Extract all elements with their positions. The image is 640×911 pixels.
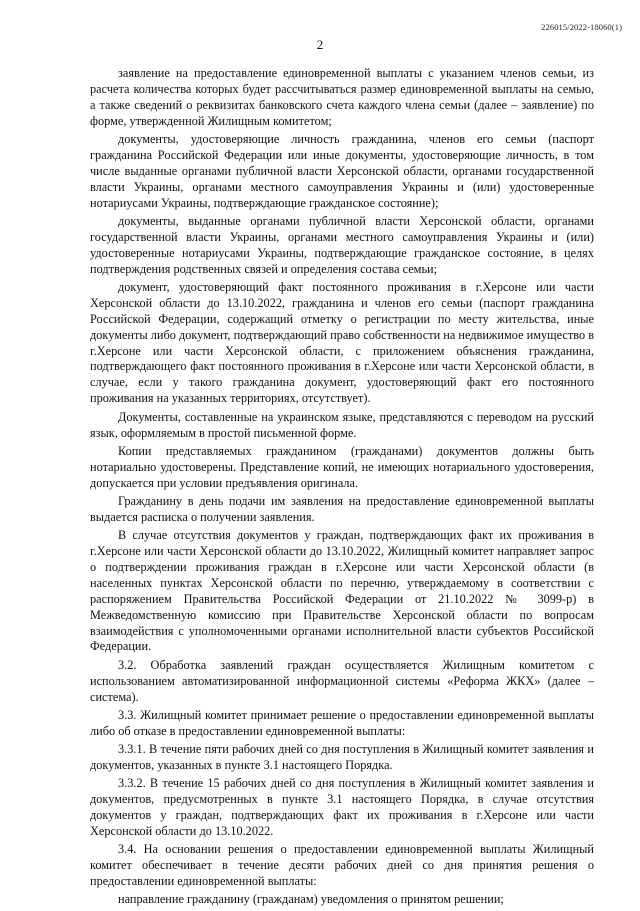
paragraph: документ, удостоверяющий факт постоянного проживания в г.Херсоне или части Херсонской области до 13.10.2022, гражданина и членов его семьи (паспорт гражданина Российской Федерации, содержащий отметку о регистрации по месту жительства, иные документы либо документ, подтверждающий право собственности на недвижимое имущество в г.Херсоне или части Херсонской области, с приложением объяснения гражданина, подтверждающего факт постоянного проживания в г.Херсоне или части Херсонской области, в случае, если у такого гражданина документ, удостоверяющий факт его постоянного проживания на указанных территориях, отсутствует). <box>90 279 594 406</box>
paragraph: Гражданину в день подачи им заявления на предоставление единовременной выплаты выдается расписка о получении заявления. <box>90 493 594 524</box>
paragraph: 3.3.1. В течение пяти рабочих дней со дня поступления в Жилищный комитет заявления и документов, указанных в пункте 3.1 настоящего Порядка. <box>90 742 594 772</box>
page-number: 2 <box>316 37 324 52</box>
paragraph: 3.3. Жилищный комитет принимает решение о предоставлении единовременной выплаты либо об отказе в предоставлении единовременной выплаты: <box>90 707 594 738</box>
paragraph: 3.2. Обработка заявлений граждан осуществляется Жилищным комитетом с использованием автоматизированной информационной системы «Реформа ЖКХ» (далее – система). <box>90 657 594 704</box>
paragraph: 3.3.2. В течение 15 рабочих дней со дня поступления в Жилищный комитет заявления и документов, предусмотренных в пункте 3.1 настоящего Порядка, в случае отсутствия документов у граждан, подтверждающих факт их проживания в г.Херсоне или части Херсонской области до 13.10.2022. <box>90 776 594 838</box>
paragraph: В случае отсутствия документов у граждан, подтверждающих факт их проживания в г.Херсоне или части Херсонской области до 13.10.2022, Жилищный комитет направляет запрос о подтверждении проживания граждан в г.Херсоне или части Херсонской области (в населенных пунктах Херсонской области по перечню, утверждаемому в соответствии с распоряжением Правительства Российской Федерации от 21.10.2022 № 3099-р) в Межведомственную комиссию при Правительстве Херсонской области по вопросам взаимодействия с уполномоченными органами исполнительной власти субъектов Российской Федерации. <box>90 528 594 654</box>
paragraph: Документы, составленные на украинском языке, представляются с переводом на русский язык, оформляемым в простой письменной форме. <box>90 409 594 440</box>
document-id: 226015/2022-18060(1) <box>541 22 622 32</box>
paragraph: направление гражданину (гражданам) уведомления о принятом решении; <box>118 892 504 907</box>
paragraph: документы, выданные органами публичной власти Херсонской области, органами государственной власти Украины, органами местного самоуправления Украины и (или) удостоверенные нотариусами Украины, подтверждающие гражданское состояние, в целях подтверждения родственных связей и определения состава семьи; <box>90 213 594 276</box>
document-body <box>90 66 594 911</box>
paragraph: Копии представляемых гражданином (гражданами) документов должны быть нотариально удостоверены. Представление копий, не имеющих нотариального удостоверения, допускается при условии предъявления оригинала. <box>90 443 594 490</box>
paragraph: документы, удостоверяющие личность гражданина, членов его семьи (паспорт гражданина Российской Федерации или иные документы, удостоверяющие личность, в том числе выданные органами публичной власти Херсонской области, органами государственной власти Украины, органами местного самоуправления Украины и (или) удостоверенные нотариусами Украины, подтверждающие гражданское состояние); <box>90 132 594 210</box>
paragraph: 3.4. На основании решения о предоставлении единовременной выплаты Жилищный комитет обеспечивает в течение десяти рабочих дней со дня принятия решения о предоставлении единовременной выплаты: <box>90 842 594 889</box>
paragraph: заявление на предоставление единовременной выплаты с указанием членов семьи, из расчета количества которых будет рассчитываться размер единовременной выплаты на семью, а также сведений о реквизитах банковского счета каждого члена семьи (далее – заявление) по форме, утвержденной Жилищным комитетом; <box>90 66 594 128</box>
